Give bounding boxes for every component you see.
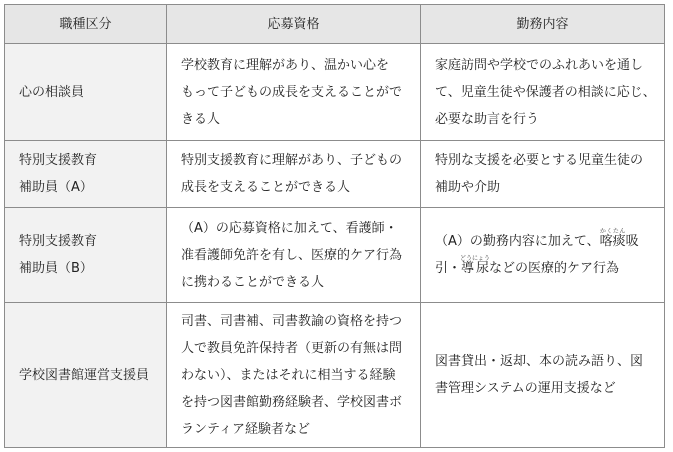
table-row: [5, 208, 665, 303]
duties-cell: [421, 141, 665, 208]
furigana-reading: かくたん: [599, 228, 626, 235]
qualification-line: に携わることができる人: [181, 274, 325, 290]
duties-text: （A）の勤務内容に加えて、: [435, 234, 600, 249]
duties-line: 家庭訪問や学校でのふれあいを通し: [435, 57, 644, 73]
job-category-cell: [5, 141, 167, 208]
furigana-term-catheter: [460, 255, 490, 276]
qualification-line: きる人: [181, 111, 221, 127]
duties-line: て、児童生徒や保護者の相談に応じ、: [435, 84, 656, 100]
qualification-line: 人で教員免許保持者（更新の有無は問: [181, 340, 403, 356]
job-category-cell: [5, 208, 167, 303]
qualification-line: 司書、司書補、司書教諭の資格を持つ: [181, 313, 403, 329]
job-category-text: 学校図書館運営支援員: [19, 367, 150, 383]
table-row: [5, 141, 665, 208]
job-category-text: 特別支援教育: [19, 153, 98, 168]
qualification-cell: [167, 303, 421, 448]
furigana-reading: どうにょう: [460, 255, 490, 262]
qualification-line: 学校教育に理解があり、温かい心を: [181, 57, 390, 73]
qualification-cell: [167, 44, 421, 141]
duties-text: 引・: [435, 261, 462, 276]
duties-line: [435, 255, 656, 282]
job-category-cell: [5, 44, 167, 141]
header-qualification: 応募資格: [167, 5, 421, 44]
qualification-line: 特別支援教育に理解があり、子どもの: [181, 153, 403, 168]
qualification-line: 成長を支えることができる人: [181, 180, 351, 195]
table-row: [5, 303, 665, 448]
ruby-base: 喀痰: [599, 234, 626, 249]
job-categories-table: [4, 4, 665, 448]
qualification-line: わない）、またはそれに相当する経験: [181, 367, 396, 383]
header-job-category: 職種区分: [5, 5, 167, 44]
table-row: [5, 44, 665, 141]
duties-line: 特別な支援を必要とする児童生徒の: [435, 153, 644, 168]
duties-cell: [421, 208, 665, 303]
duties-text: などの医療的ケア行為: [488, 261, 619, 276]
duties-line: [435, 228, 656, 255]
job-category-text: 心の相談員: [19, 84, 85, 100]
duties-line: 図書貸出・返却、本の読み語り、図: [435, 354, 644, 369]
qualification-cell: [167, 208, 421, 303]
job-category-text: 補助員（A）: [19, 180, 93, 195]
duties-line: 必要な助言を行う: [435, 111, 540, 127]
qualification-line: （A）の応募資格に加えて、看護師・: [181, 220, 398, 236]
furigana-term-phlegm: [599, 228, 626, 249]
duties-line: 書管理システムの運用支援など: [435, 381, 616, 396]
duties-cell: [421, 44, 665, 141]
duties-cell: [421, 303, 665, 448]
header-duties: 勤務内容: [421, 5, 665, 44]
job-category-text: 補助員（B）: [19, 261, 93, 276]
job-category-text: 特別支援教育: [19, 234, 98, 249]
table-header-row: [5, 5, 665, 44]
duties-text: 吸: [625, 234, 639, 249]
ruby-base: 導尿: [460, 261, 490, 276]
qualification-cell: [167, 141, 421, 208]
duties-line: 補助や介助: [435, 180, 501, 195]
qualification-line: もって子どもの成長を支えることがで: [181, 84, 403, 100]
qualification-line: を持つ図書館勤務経験者、学校図書ボ: [181, 394, 403, 410]
qualification-line: ランティア経験者など: [181, 421, 310, 437]
qualification-line: 准看護師免許を有し、医療的ケア行為: [181, 247, 403, 263]
job-category-cell: [5, 303, 167, 448]
